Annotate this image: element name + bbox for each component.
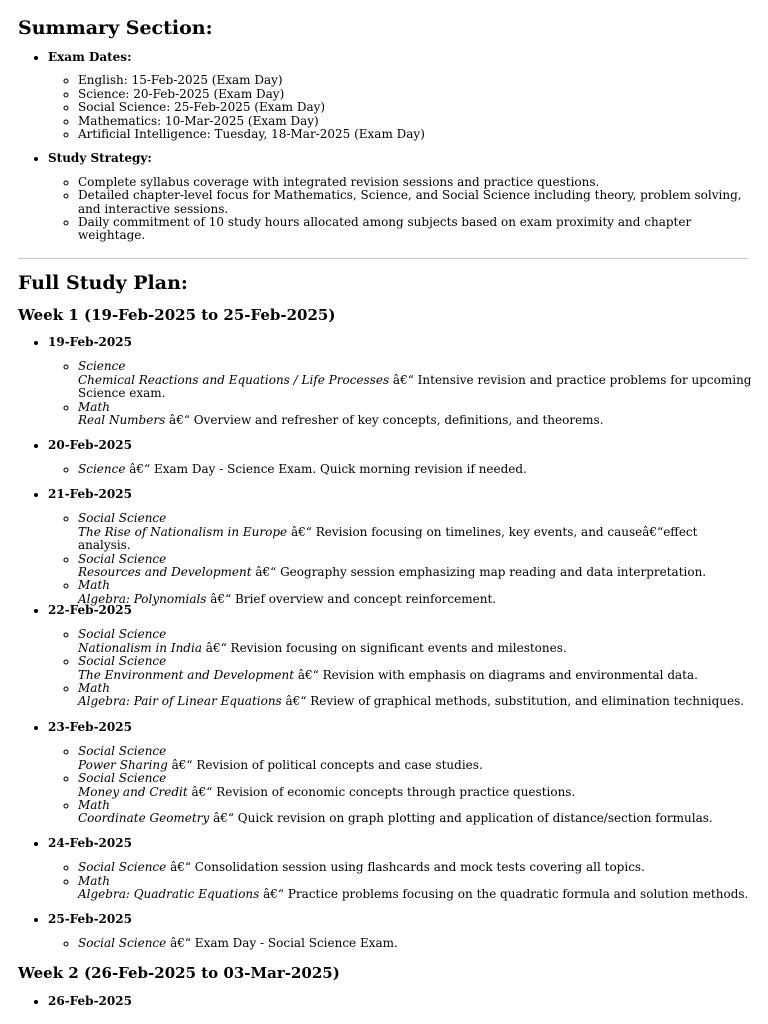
topic-label: The Environment and Development — [78, 667, 295, 682]
exam-date: ◦ Social Science: 25-Feb-2025 (Exam Day) — [78, 101, 752, 114]
topic-label: Resources and Development — [78, 565, 252, 580]
entry-text: â€“ Exam Day - Science Exam. Quick morning revision if needed. — [125, 462, 527, 477]
plan-entry — [78, 401, 752, 428]
plan-entry — [78, 772, 752, 799]
day-block — [18, 336, 752, 427]
plan-entry — [78, 875, 752, 902]
plan-entry — [78, 861, 752, 874]
plan-entry — [78, 655, 752, 682]
exam-dates-list — [48, 74, 752, 141]
day-date: 23-Feb-2025 — [48, 720, 132, 734]
subject-label: Social Science — [78, 771, 167, 786]
topic-label: Power Sharing — [78, 757, 168, 772]
plan-entry — [78, 745, 752, 772]
summary-list — [18, 51, 752, 243]
week2-title: Week 2 (26-Feb-2025 to 03-Mar-2025) — [18, 964, 340, 982]
subject-label: Math — [78, 578, 110, 593]
exam-date: ◦ Science: 20-Feb-2025 (Exam Day) — [78, 88, 752, 101]
entry-text: â€“ Quick revision on graph plotting and application of distance/section formulas. — [209, 811, 713, 826]
entry-text: â€“ Practice problems focusing on the quadratic formula and solution methods. — [259, 887, 749, 902]
entry-text: â€“ Revision focusing on timelines, key events, and causeâ€“effect analysis. — [78, 524, 698, 553]
entry-text: â€“ Brief overview and concept reinforcement. — [206, 591, 497, 606]
topic-label: Science — [78, 462, 126, 477]
exam-date: ◦ English: 15-Feb-2025 (Exam Day) — [78, 74, 752, 87]
subject-label: Math — [78, 798, 110, 813]
plan-entry — [78, 937, 752, 950]
plan-entry — [78, 628, 752, 655]
subject-label: Social Science — [78, 551, 167, 566]
strategy-list — [48, 176, 752, 243]
strategy-point: ◦ Detailed chapter-level focus for Mathematics, Science, and Social Science including theory, problem solving, and interactive sessions. — [78, 189, 752, 216]
subject-label: Social Science — [78, 511, 167, 526]
entry-text: â€“ Intensive revision and practice problems for upcoming Science exam. — [78, 372, 752, 401]
day-item — [48, 721, 752, 826]
day-item — [48, 913, 752, 951]
topic-label: Nationalism in India — [78, 640, 202, 655]
subject-label: Social Science — [78, 744, 167, 759]
entry-text: â€“ Exam Day - Social Science Exam. — [166, 936, 398, 951]
day-date: 26-Feb-2025 — [48, 994, 132, 1008]
day-block — [18, 604, 752, 709]
subject-label: Math — [78, 681, 110, 696]
plan-entry — [78, 799, 752, 826]
subject-label: Science — [78, 359, 126, 374]
plan-entry — [78, 579, 752, 606]
day-item — [48, 488, 752, 606]
topic-label: Chemical Reactions and Equations / Life Processes — [78, 372, 390, 387]
topic-label: Real Numbers — [78, 413, 166, 428]
day-block — [18, 439, 752, 477]
topic-label: The Rise of Nationalism in Europe — [78, 524, 288, 539]
day-block — [18, 995, 752, 1008]
topic-label: Money and Credit — [78, 784, 188, 799]
entry-text: â€“ Overview and refresher of key concepts, definitions, and theorems. — [165, 413, 604, 428]
plan-title: Full Study Plan: — [18, 272, 188, 294]
day-date: 22-Feb-2025 — [48, 603, 132, 617]
entry-text: â€“ Geography session emphasizing map reading and data interpretation. — [251, 565, 707, 580]
day-date: 20-Feb-2025 — [48, 438, 132, 452]
day-date: 19-Feb-2025 — [48, 335, 132, 349]
day-block — [18, 913, 752, 951]
topic-label: Social Science — [78, 860, 167, 875]
entry-text: â€“ Revision with emphasis on diagrams and environmental data. — [294, 667, 698, 682]
section-divider — [18, 258, 748, 259]
summary-section — [18, 51, 752, 243]
day-date: 25-Feb-2025 — [48, 912, 132, 926]
strategy-point: ◦ Complete syllabus coverage with integrated revision sessions and practice questions. — [78, 176, 752, 189]
day-block — [18, 488, 752, 606]
strategy-label: Study Strategy: — [48, 151, 152, 166]
topic-label: Algebra: Pair of Linear Equations — [78, 694, 282, 709]
day-block — [18, 837, 752, 902]
topic-label: Algebra: Polynomials — [78, 591, 207, 606]
summary-title: Summary Section: — [18, 17, 213, 39]
topic-label: Algebra: Quadratic Equations — [78, 887, 260, 902]
subject-label: Social Science — [78, 627, 167, 642]
entry-text: â€“ Review of graphical methods, substitution, and elimination techniques. — [281, 694, 745, 709]
strategy-item — [48, 152, 752, 242]
exam-dates-item — [48, 51, 752, 141]
subject-label: Math — [78, 873, 110, 888]
exam-dates-label: Exam Dates: — [48, 50, 132, 64]
exam-date: ◦ Artificial Intelligence: Tuesday, 18-Mar-2025 (Exam Day) — [78, 128, 752, 141]
plan-entry — [78, 360, 752, 400]
plan-entry — [78, 682, 752, 709]
topic-label: Coordinate Geometry — [78, 811, 210, 826]
topic-label: Social Science — [78, 936, 167, 951]
exam-date: ◦ Mathematics: 10-Mar-2025 (Exam Day) — [78, 115, 752, 128]
subject-label: Social Science — [78, 654, 167, 669]
day-block — [18, 721, 752, 826]
day-item — [48, 336, 752, 427]
day-item — [48, 837, 752, 902]
plan-entry — [78, 553, 752, 580]
day-date: 24-Feb-2025 — [48, 836, 132, 850]
day-item — [48, 439, 752, 477]
subject-label: Math — [78, 399, 110, 414]
day-date: 21-Feb-2025 — [48, 487, 132, 501]
entry-text: â€“ Consolidation session using flashcards and mock tests covering all topics. — [166, 860, 645, 875]
strategy-point: ◦ Daily commitment of 10 study hours allocated among subjects based on exam proximity and chapter weightage. — [78, 216, 752, 243]
day-item — [48, 604, 752, 709]
plan-entry — [78, 512, 752, 552]
week1-title: Week 1 (19-Feb-2025 to 25-Feb-2025) — [18, 306, 336, 324]
entry-text: â€“ Revision of economic concepts through practice questions. — [187, 784, 576, 799]
entry-text: â€“ Revision of political concepts and case studies. — [167, 757, 483, 772]
day-item — [48, 995, 752, 1008]
entry-text: â€“ Revision focusing on significant events and milestones. — [201, 640, 567, 655]
plan-entry — [78, 463, 752, 476]
